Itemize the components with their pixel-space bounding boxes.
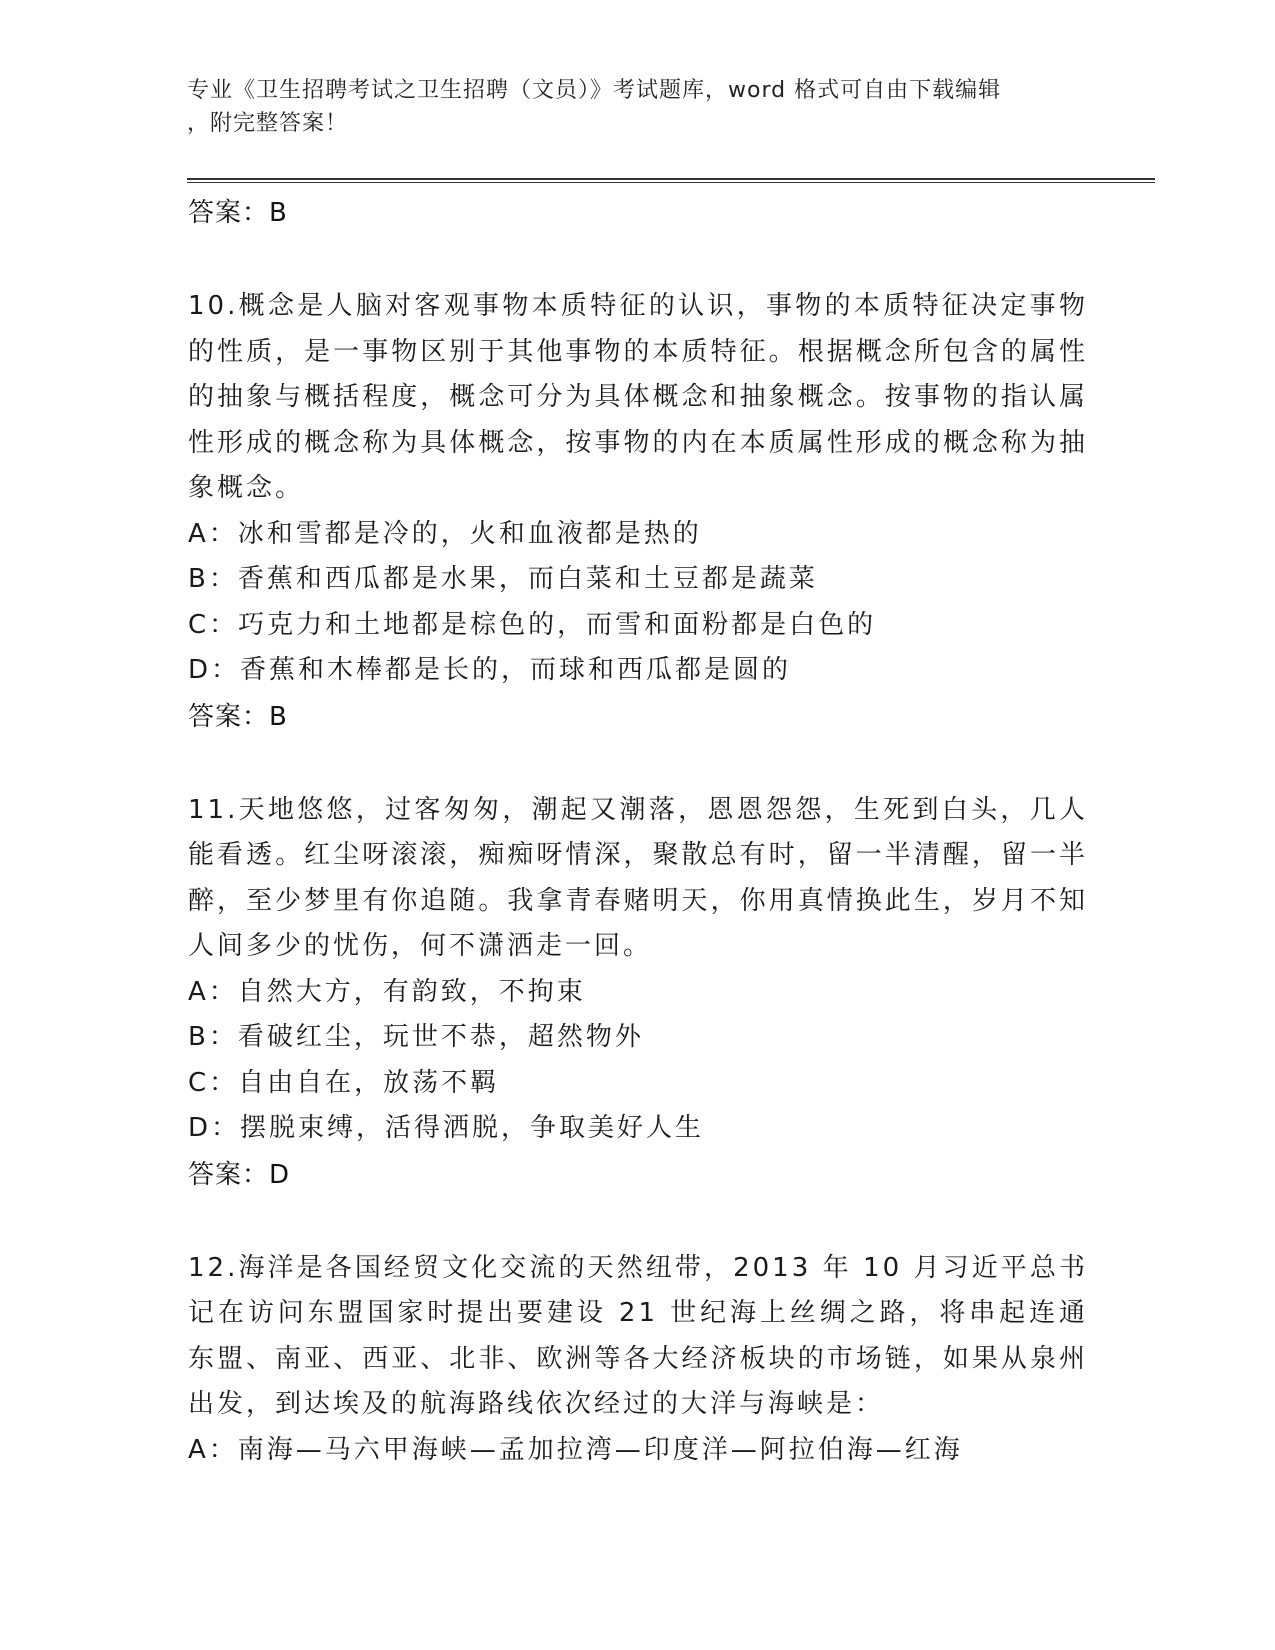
question-11-answer: 答案：D xyxy=(188,1159,291,1190)
header-title-line-1: 专业《卫生招聘考试之卫生招聘（文员）》考试题库，word 格式可自由下载编辑 xyxy=(187,78,1002,103)
question-11-option-a: A：自然大方，有韵致，不拘束 xyxy=(188,976,586,1007)
question-12-option-a: A：南海—马六甲海峡—孟加拉湾—印度洋—阿拉伯海—红海 xyxy=(188,1434,963,1465)
answer-previous: 答案：B xyxy=(188,198,288,228)
spacer xyxy=(188,236,1088,284)
question-10-answer: 答案：B xyxy=(188,701,288,732)
question-11-option-c: C：自由自在，放荡不羁 xyxy=(188,1067,500,1098)
question-10-text: 10.概念是人脑对客观事物本质特征的认识，事物的本质特征决定事物的性质，是一事物区别于其他事物的本质特征。根据概念所包含的属性的抽象与概括程度，概念可分为具体概念和抽象概念。按事物的指认属性形成的概念称为具体概念，按事物的内在本质属性形成的概念称为抽象概念。 xyxy=(188,291,1088,503)
question-11 xyxy=(188,788,1088,1198)
spacer xyxy=(188,1198,1088,1246)
question-10-option-b: B：香蕉和西瓜都是水果，而白菜和土豆都是蔬菜 xyxy=(188,564,818,594)
question-12-text: 12.海洋是各国经贸文化交流的天然纽带，2013 年 10 月习近平总书记在访问东盟国家时提出要建设 21 世纪海上丝绸之路，将串起连通东盟、南亚、西亚、北非、欧洲等各大经济板块的市场链，如果从泉州出发，到达埃及的航海路线依次经过的大洋与海峡是： xyxy=(188,1252,1088,1419)
header-divider xyxy=(187,178,1155,183)
question-10-option-a: A：冰和雪都是冷的，火和血液都是热的 xyxy=(188,518,702,549)
question-10-option-c: C：巧克力和土地都是棕色的，而雪和面粉都是白色的 xyxy=(188,609,877,640)
question-11-option-d: D：摆脱束缚，活得洒脱，争取美好人生 xyxy=(188,1113,705,1143)
question-10 xyxy=(188,284,1088,740)
document-body xyxy=(188,190,1088,1473)
page-header xyxy=(187,74,1067,140)
question-11-option-b: B：看破红尘，玩世不恭，超然物外 xyxy=(188,1022,644,1052)
header-title-line-2: ，附完整答案！ xyxy=(187,111,349,136)
question-10-option-d: D：香蕉和木棒都是长的，而球和西瓜都是圆的 xyxy=(188,655,792,685)
spacer xyxy=(188,740,1088,788)
question-11-text: 11.天地悠悠，过客匆匆，潮起又潮落，恩恩怨怨，生死到白头，几人能看透。红尘呀滚滚，痴痴呀情深，聚散总有时，留一半清醒，留一半醉，至少梦里有你追随。我拿青春赌明天，你用真情换此生，岁月不知人间多少的忧伤，何不潇洒走一回。 xyxy=(188,794,1088,961)
question-12 xyxy=(188,1246,1088,1474)
